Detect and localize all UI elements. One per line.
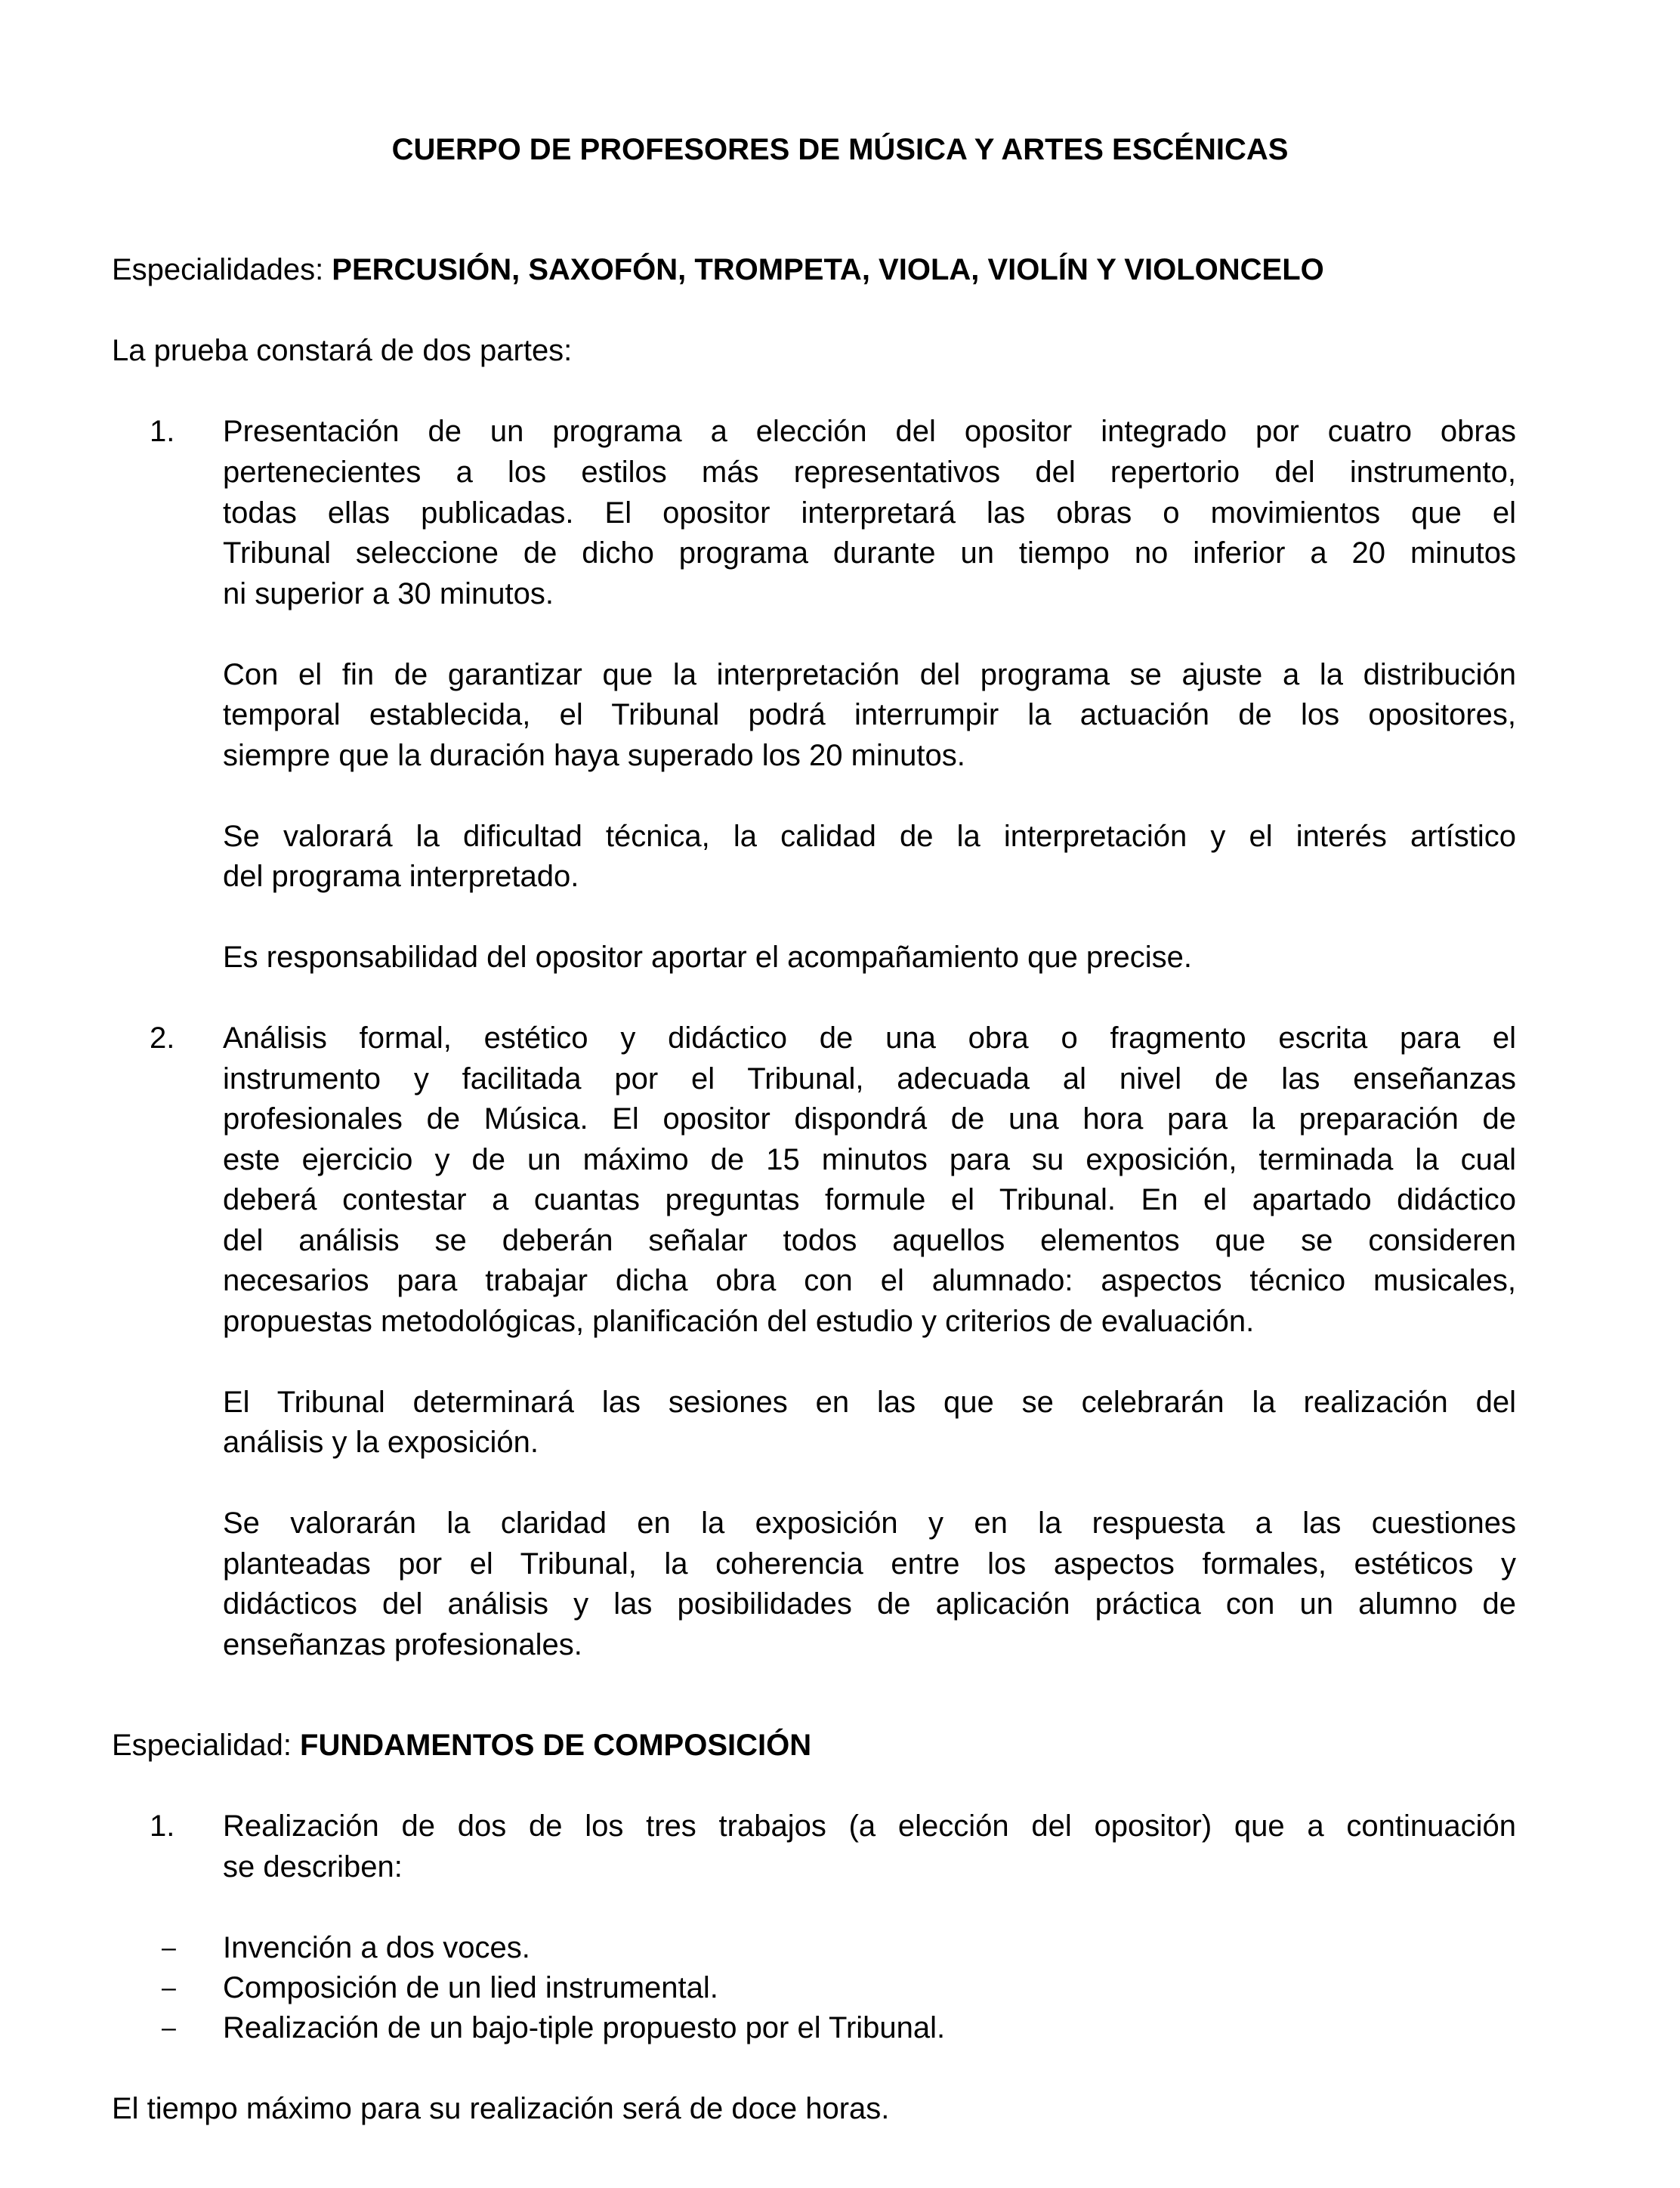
specialties-value: PERCUSIÓN, SAXOFÓN, TROMPETA, VIOLA, VIOLÍN Y VIOLONCELO	[332, 253, 1324, 286]
paragraph-line: propuestas metodológicas, planificación del estudio y criterios de evaluación.	[223, 1305, 1255, 1338]
item-number: 1.	[150, 415, 175, 448]
specialty-value: FUNDAMENTOS DE COMPOSICIÓN	[300, 1729, 812, 1762]
page-title: CUERPO DE PROFESORES DE MÚSICA Y ARTES ESCÉNICAS	[391, 133, 1289, 166]
paragraph-line: profesionales de Música. El opositor dispondrá de una hora para la preparación de	[223, 1102, 1516, 1136]
paragraph-line: Se valorará la dificultad técnica, la calidad de la interpretación y el interés artístico	[223, 820, 1516, 853]
paragraph-line: Se valorarán la claridad en la exposición y en la respuesta a las cuestiones	[223, 1507, 1516, 1540]
specialties-label: Especialidades:	[112, 253, 332, 286]
paragraph-line: temporal establecida, el Tribunal podrá interrumpir la actuación de los opositores,	[223, 698, 1516, 731]
paragraph-line: se describen:	[223, 1850, 403, 1884]
paragraph-line: Es responsabilidad del opositor aportar el acompañamiento que precise.	[223, 941, 1192, 974]
specialties-heading	[112, 249, 1324, 290]
paragraph-line: Presentación de un programa a elección del opositor integrado por cuatro obras	[223, 415, 1516, 448]
dash-bullet: –	[162, 1973, 176, 2002]
paragraph-line: ni superior a 30 minutos.	[223, 577, 554, 610]
item-number: 2.	[150, 1021, 175, 1055]
paragraph-line: Realización de dos de los tres trabajos (a elección del opositor) que a continuación	[223, 1809, 1516, 1843]
intro-text: La prueba constará de dos partes:	[112, 334, 573, 367]
paragraph-line: del programa interpretado.	[223, 860, 579, 893]
paragraph-line: instrumento y facilitada por el Tribunal, adecuada al nivel de las enseñanzas	[223, 1062, 1516, 1096]
specialty-label: Especialidad:	[112, 1729, 301, 1762]
paragraph-line: El Tribunal determinará las sesiones en las que se celebrarán la realización del	[223, 1386, 1516, 1419]
paragraph-line: didácticos del análisis y las posibilidades de aplicación práctica con un alumno de	[223, 1587, 1516, 1621]
paragraph-line: Análisis formal, estético y didáctico de una obra o fragmento escrita para el	[223, 1021, 1516, 1055]
paragraph-line: siempre que la duración haya superado los 20 minutos.	[223, 739, 965, 772]
paragraph-line: este ejercicio y de un máximo de 15 minutos para su exposición, terminada la cual	[223, 1143, 1516, 1176]
paragraph-line: necesarios para trabajar dicha obra con el alumnado: aspectos técnico musicales,	[223, 1264, 1516, 1297]
paragraph-line: pertenecientes a los estilos más representativos del repertorio del instrumento,	[223, 456, 1516, 489]
paragraph-line: planteadas por el Tribunal, la coherencia entre los aspectos formales, estéticos y	[223, 1547, 1516, 1581]
paragraph-line: Con el fin de garantizar que la interpretación del programa se ajuste a la distribución	[223, 658, 1516, 691]
paragraph-line: enseñanzas profesionales.	[223, 1628, 582, 1661]
item-number: 1.	[150, 1809, 175, 1843]
specialty-heading	[112, 1725, 811, 1766]
list-item: Composición de un lied instrumental.	[223, 1971, 718, 2004]
closing-text: El tiempo máximo para su realización será de doce horas.	[112, 2092, 890, 2125]
paragraph-line: todas ellas publicadas. El opositor interpretará las obras o movimientos que el	[223, 496, 1516, 530]
dash-bullet: –	[162, 1933, 176, 1962]
paragraph-line: análisis y la exposición.	[223, 1426, 539, 1459]
paragraph-line: deberá contestar a cuantas preguntas formule el Tribunal. En el apartado didáctico	[223, 1183, 1516, 1216]
paragraph-line: Tribunal seleccione de dicho programa durante un tiempo no inferior a 20 minutos	[223, 536, 1516, 570]
paragraph-line: del análisis se deberán señalar todos aquellos elementos que se consideren	[223, 1224, 1516, 1257]
dash-bullet: –	[162, 2013, 176, 2042]
list-item: Realización de un bajo-tiple propuesto por el Tribunal.	[223, 2011, 946, 2044]
list-item: Invención a dos voces.	[223, 1931, 530, 1964]
